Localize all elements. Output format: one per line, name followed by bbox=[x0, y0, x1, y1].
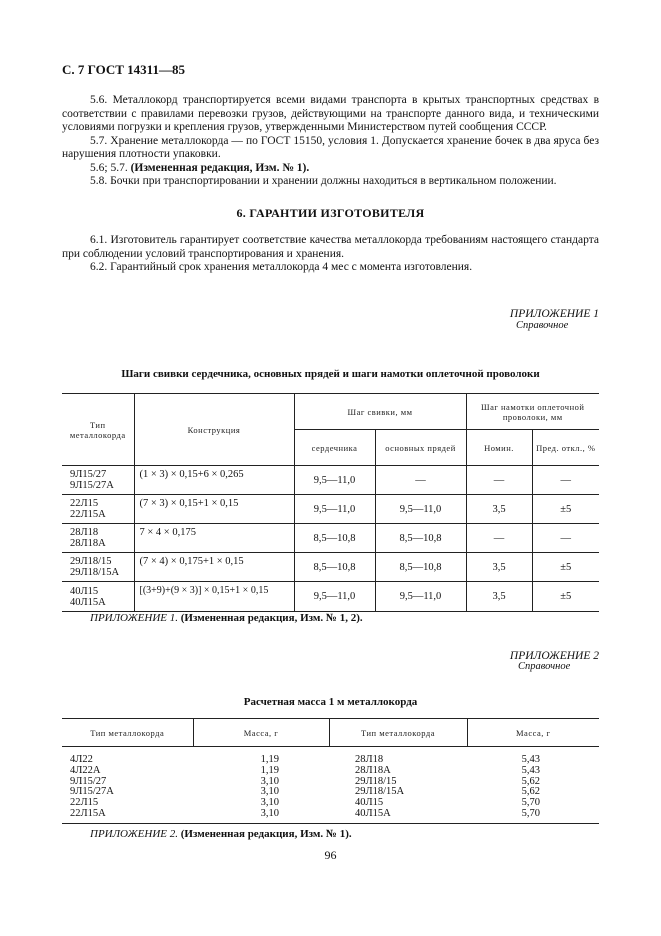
mass-table bbox=[62, 718, 599, 824]
type-cell: 22Л15 22Л15А bbox=[62, 495, 134, 524]
mass-list-left: 1,19 1,19 3,10 3,10 3,10 3,10 bbox=[260, 754, 279, 819]
header-type-left: Тип металлокорда bbox=[90, 727, 165, 738]
strands-cell: — bbox=[375, 466, 466, 495]
tolerance-cell: ±5 bbox=[532, 582, 599, 612]
paragraph-6-2: 6.2. Гарантийный срок хранения металлокорда 4 мес с момента изготовления. bbox=[90, 261, 473, 273]
paragraph-5-8: 5.8. Бочки при транспортировании и хранении должны находиться в вертикальном положении. bbox=[90, 175, 557, 187]
appendix1-note: ПРИЛОЖЕНИЕ 1. (Измененная редакция, Изм. № 1, 2). bbox=[90, 612, 363, 624]
table-row bbox=[62, 495, 599, 524]
appendix2-sublabel: Справочное bbox=[518, 661, 571, 672]
type-cell: 29Л18/15 29Л18/15А bbox=[62, 553, 134, 582]
strands-cell: 9,5—11,0 bbox=[375, 495, 466, 524]
type-list-left: 4Л22 4Л22А 9Л15/27 9Л15/27А 22Л15 22Л15А bbox=[70, 754, 114, 819]
core-cell: 8,5—10,8 bbox=[294, 524, 375, 553]
section6-paragraphs bbox=[62, 234, 599, 275]
construction-cell: (7 × 3) × 0,15+1 × 0,15 bbox=[134, 495, 294, 524]
construction-cell: 7 × 4 × 0,175 bbox=[134, 524, 294, 553]
section6-title: 6. ГАРАНТИИ ИЗГОТОВИТЕЛЯ bbox=[236, 206, 425, 220]
core-cell: 8,5—10,8 bbox=[294, 553, 375, 582]
appendix2-table-title: Расчетная масса 1 м металлокорда bbox=[243, 696, 418, 708]
header-type-right: Тип металлокорда bbox=[329, 719, 467, 747]
header-type: Тип металлокорда bbox=[62, 394, 134, 466]
tolerance-cell: ±5 bbox=[532, 495, 599, 524]
tolerance-cell: — bbox=[532, 524, 599, 553]
paragraph-5-7: 5.7. Хранение металлокорда — по ГОСТ 15150, условия 1. Допускается хранение бочек в два яруса без нарушения плотности упаковки. bbox=[62, 134, 600, 160]
construction-cell: [(3+9)+(9 × 3)] × 0,15+1 × 0,15 bbox=[134, 582, 294, 612]
nominal-cell: 3,5 bbox=[466, 495, 532, 524]
header-wrap-step: Шаг намотки оплеточной проволоки, мм bbox=[466, 394, 599, 430]
appendix1-sublabel: Справочное bbox=[516, 320, 569, 331]
table-row bbox=[62, 747, 599, 824]
paragraph-5-6-5-7-note: 5.6; 5.7. (Измененная редакция, Изм. № 1). bbox=[90, 161, 310, 174]
type-cell: 9Л15/27 9Л15/27А bbox=[62, 466, 134, 495]
page-number: 96 bbox=[324, 848, 337, 862]
header-strands: основных прядей bbox=[375, 430, 466, 466]
table-row bbox=[62, 524, 599, 553]
tolerance-cell: — bbox=[532, 466, 599, 495]
core-cell: 9,5—11,0 bbox=[294, 495, 375, 524]
tolerance-cell: ±5 bbox=[532, 553, 599, 582]
table-row bbox=[62, 582, 599, 612]
table-row bbox=[62, 553, 599, 582]
header-core: сердечника bbox=[294, 430, 375, 466]
lay-steps-table bbox=[62, 393, 599, 612]
appendix2-label: ПРИЛОЖЕНИЕ 2 bbox=[509, 650, 599, 662]
nominal-cell: — bbox=[466, 466, 532, 495]
appendix1-table-title: Шаги свивки сердечника, основных прядей и шаги намотки оплеточной проволоки bbox=[121, 368, 540, 380]
core-cell: 9,5—11,0 bbox=[294, 466, 375, 495]
paragraph-5-6: 5.6. Металлокорд транспортируется всеми видами транспорта в крытых транспортных средствах в соответствии с правилами перевозки грузов, действующими на транспорте данного вида, и техническими условиями погрузки и крепления грузов, утвержденными Министерством путей сообщения СССР. bbox=[62, 94, 600, 133]
mass-list-right: 5,43 5,43 5,62 5,62 5,70 5,70 bbox=[521, 754, 540, 819]
construction-cell: (7 × 4) × 0,175+1 × 0,15 bbox=[134, 553, 294, 582]
type-cell: 40Л15 40Л15А bbox=[62, 582, 134, 612]
paragraph-6-1: 6.1. Изготовитель гарантирует соответствие качества металлокорда требованиям настоящего стандарта при соблюдении условий транспортирования и хранения. bbox=[62, 234, 599, 260]
table-row bbox=[62, 466, 599, 495]
section5-paragraphs bbox=[62, 94, 599, 189]
appendix2-note: ПРИЛОЖЕНИЕ 2. (Измененная редакция, Изм. № 1). bbox=[90, 828, 352, 840]
header-construction: Конструкция bbox=[134, 394, 294, 466]
header-lay-step: Шаг свивки, мм bbox=[294, 394, 466, 430]
header-mass-right: Масса, г bbox=[467, 719, 599, 747]
strands-cell: 8,5—10,8 bbox=[375, 524, 466, 553]
page-header: С. 7 ГОСТ 14311—85 bbox=[62, 62, 185, 77]
header-mass-left: Масса, г bbox=[193, 719, 329, 747]
strands-cell: 9,5—11,0 bbox=[375, 582, 466, 612]
core-cell: 9,5—11,0 bbox=[294, 582, 375, 612]
type-cell: 28Л18 28Л18А bbox=[62, 524, 134, 553]
header-nominal: Номин. bbox=[466, 430, 532, 466]
construction-cell: (1 × 3) × 0,15+6 × 0,265 bbox=[134, 466, 294, 495]
appendix1-label: ПРИЛОЖЕНИЕ 1 bbox=[509, 308, 599, 320]
header-tolerance: Пред. откл., % bbox=[532, 430, 599, 466]
nominal-cell: 3,5 bbox=[466, 553, 532, 582]
strands-cell: 8,5—10,8 bbox=[375, 553, 466, 582]
type-list-right: 28Л18 28Л18А 29Л18/15 29Л18/15А 40Л15 40Л15А bbox=[355, 754, 405, 819]
nominal-cell: — bbox=[466, 524, 532, 553]
nominal-cell: 3,5 bbox=[466, 582, 532, 612]
